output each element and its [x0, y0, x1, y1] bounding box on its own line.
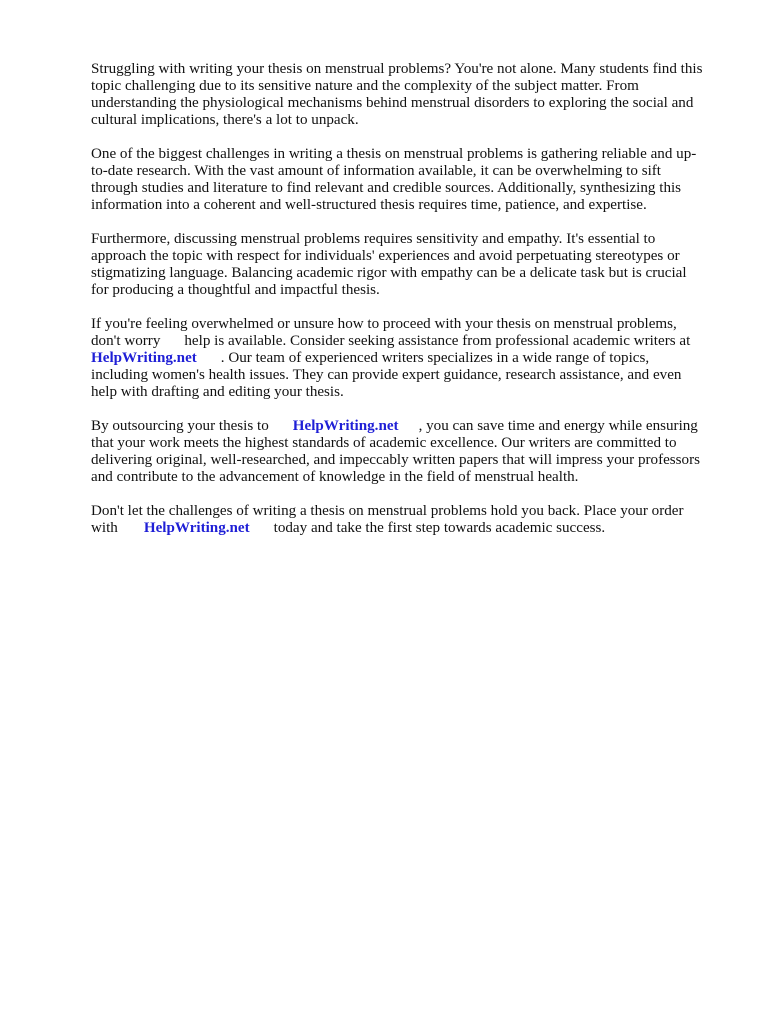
text-line: stigmatizing language. Balancing academic rigor with empathy can be a delicate task but is crucial: [91, 265, 687, 281]
paragraph-sensitivity: [91, 231, 731, 299]
helpwriting-link[interactable]: HelpWriting.net: [292, 418, 399, 434]
text-line: [91, 418, 731, 435]
text-line: topic challenging due to its sensitive nature and the complexity of the subject matter. From: [91, 78, 639, 94]
text-line: delivering original, well-researched, and impeccably written papers that will impress your professors: [91, 452, 701, 468]
text-line: Furthermore, discussing menstrual problems requires sensitivity and empathy. It's essential to: [91, 231, 656, 247]
text-fragment: , you can save time and energy while ensuring: [418, 418, 698, 434]
text-line: Don't let the challenges of writing a thesis on menstrual problems hold you back. Place your order: [91, 503, 684, 519]
text-fragment: don't worry: [91, 333, 161, 349]
text-line: and contribute to the advancement of knowledge in the field of menstrual health.: [91, 469, 579, 485]
helpwriting-link[interactable]: HelpWriting.net: [91, 350, 197, 366]
helpwriting-link[interactable]: HelpWriting.net: [143, 520, 250, 536]
text-line: to-date research. With the vast amount of information available, it can be overwhelming to sift: [91, 163, 661, 179]
text-fragment: . Our team of experienced writers specializes in a wide range of topics,: [220, 350, 650, 366]
text-line: that your work meets the highest standards of academic excellence. Our writers are committed to: [91, 435, 677, 451]
text-line: information into a coherent and well-structured thesis requires time, patience, and expertise.: [91, 197, 647, 213]
paragraph-intro: [91, 61, 731, 129]
text-line: cultural implications, there's a lot to unpack.: [91, 112, 359, 128]
text-line: including women's health issues. They can provide expert guidance, research assistance, and even: [91, 367, 682, 383]
paragraph-help: [91, 316, 731, 401]
text-line: If you're feeling overwhelmed or unsure how to proceed with your thesis on menstrual problems,: [91, 316, 677, 332]
text-fragment: help is available. Consider seeking assistance from professional academic writers at: [184, 333, 691, 349]
text-line: through studies and literature to find relevant and credible sources. Additionally, synthesizing this: [91, 180, 682, 196]
paragraph-challenges: [91, 146, 731, 214]
text-line: One of the biggest challenges in writing a thesis on menstrual problems is gathering reliable and up-: [91, 146, 697, 162]
text-line: [91, 520, 731, 537]
paragraph-call-to-action: [91, 503, 731, 537]
text-line: [91, 350, 731, 367]
document-body: [91, 61, 731, 554]
text-line: Struggling with writing your thesis on menstrual problems? You're not alone. Many students find this: [91, 61, 703, 77]
text-line: [91, 333, 731, 350]
text-line: for producing a thoughtful and impactful thesis.: [91, 282, 380, 298]
text-line: approach the topic with respect for individuals' experiences and avoid perpetuating stereotypes or: [91, 248, 680, 264]
text-fragment: with: [91, 520, 118, 536]
text-line: understanding the physiological mechanisms behind menstrual disorders to exploring the social and: [91, 95, 694, 111]
text-fragment: By outsourcing your thesis to: [91, 418, 269, 434]
text-line: help with drafting and editing your thesis.: [91, 384, 344, 400]
text-fragment: today and take the first step towards academic success.: [273, 520, 606, 536]
paragraph-outsourcing: [91, 418, 731, 486]
